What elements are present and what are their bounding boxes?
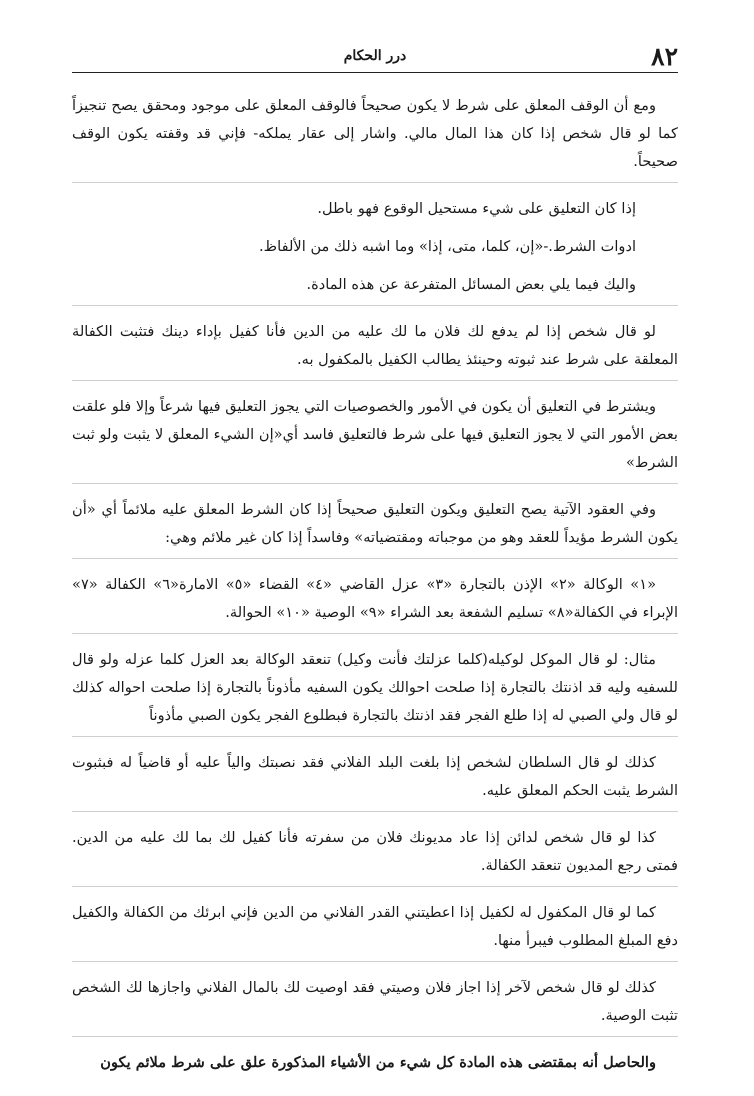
- paragraph-divider: [72, 182, 678, 183]
- paragraph-guarantee-example: لو قال شخص إذا لم يدفع لك فلان ما لك عليه من الدين فأنا كفيل بإداء دينك فتثبت الكفالة المعلقة على شرط عند ثبوته وحينئذ يطالب الكفيل بالمكفول به.: [72, 323, 678, 368]
- paragraph-derived-issues-intro: واليك فيما يلي بعض المسائل المتفرعة عن هذه المادة.: [306, 276, 636, 293]
- paragraph-impossible-condition: إذا كان التعليق على شيء مستحيل الوقوع فهو باطل.: [317, 200, 636, 217]
- paragraph-divider: [72, 633, 678, 634]
- paragraph-divider: [72, 736, 678, 737]
- paragraph-condition-particles: ادوات الشرط.-«إن، كلما، متى، إذا» وما اشبه ذلك من الألفاظ.: [259, 238, 636, 255]
- paragraph-divider: [72, 811, 678, 812]
- paragraph-divider: [72, 886, 678, 887]
- paragraph-divider: [72, 305, 678, 306]
- page-number: ٨٢: [651, 42, 678, 71]
- paragraph-divider: [72, 1036, 678, 1037]
- paragraph-divider: [72, 380, 678, 381]
- paragraph-permissible-matters: ويشترط في التعليق أن يكون في الأمور والخصوصيات التي يجوز التعليق فيها شرعاً وإلا فلو علقت بعض الأمور التي لا يجوز التعليق فيها على شرط فالتعليق فاسد أي«إن الشيء المعلق لا يثبت ولو ثبت الشرط»: [72, 398, 678, 471]
- paragraph-sultan-example: كذلك لو قال السلطان لشخص إذا بلغت البلد الفلاني فقد نصبتك والياً عليه أو قاضياً له فبثبوت الشرط يثبت الحكم المعلق عليه.: [72, 754, 678, 799]
- paragraph-agency-example: مثال: لو قال الموكل لوكيله(كلما عزلتك فأنت وكيل) تنعقد الوكالة بعد العزل كلما عزله ولو قال للسفيه وليه قد اذنتك بالتجارة إذا صلحت احوالك يكون السفيه مأذوناً بالتجارة إذا صلحت احواله كذلك لو قال ولي الصبي له إذا طلع الفجر فقد اذنتك بالتجارة فبطلوع الفجر يكون الصبي مأذوناً: [72, 651, 678, 724]
- paragraph-divider: [72, 483, 678, 484]
- paragraph-divider: [72, 961, 678, 962]
- paragraph-contracts-list: «١» الوكالة «٢» الإذن بالتجارة «٣» عزل القاضي «٤» القضاء «٥» الامارة«٦» الكفالة «٧» الإبراء في الكفالة«٨» تسليم الشفعة بعد الشراء «٩» الوصية «١٠» الحوالة.: [72, 576, 678, 621]
- paragraph-conclusion: والحاصل أنه بمقتضى هذه المادة كل شيء من الأشياء المذكورة علق على شرط ملائم يكون: [100, 1054, 656, 1071]
- paragraph-divider: [72, 558, 678, 559]
- running-head-title: درر الحكام: [343, 48, 407, 64]
- running-head: [72, 42, 678, 73]
- paragraph-will-example: كذلك لو قال شخص لآخر إذا اجاز فلان وصيتي فقد اوصيت لك بالمال الفلاني واجازها لك الشخص تثبت الوصية.: [72, 979, 678, 1024]
- body-text: [72, 92, 678, 1077]
- paragraph-release-example: كما لو قال المكفول له لكفيل إذا اعطيتني القدر الفلاني من الدين فإني ابرئك من الكفالة والكفيل دفع المبلغ المطلوب فيبرأ منها.: [72, 904, 678, 949]
- paragraph-contracts-intro: وفي العقود الآتية يصح التعليق ويكون التعليق صحيحاً إذا كان الشرط المعلق عليه ملائماً أي «أن يكون الشرط مؤيداً للعقد وهو من موجباته ومقتضياته» وفاسداً إذا كان غير ملائم وهي:: [72, 501, 678, 546]
- paragraph-waqf-condition: ومع أن الوقف المعلق على شرط لا يكون صحيحاً فالوقف المعلق على موجود ومحقق يصح تنجيزاً كما لو قال شخص إذا كان هذا المال مالي. واشار إلى عقار يملكه- فإني قد وقفته يكون الوقف صحيحاً.: [72, 97, 678, 170]
- paragraph-creditor-example: كذا لو قال شخص لدائن إذا عاد مديونك فلان من سفرته فأنا كفيل لك بما لك عليه من الدين. فمتى رجع المديون تنعقد الكفالة.: [72, 829, 678, 874]
